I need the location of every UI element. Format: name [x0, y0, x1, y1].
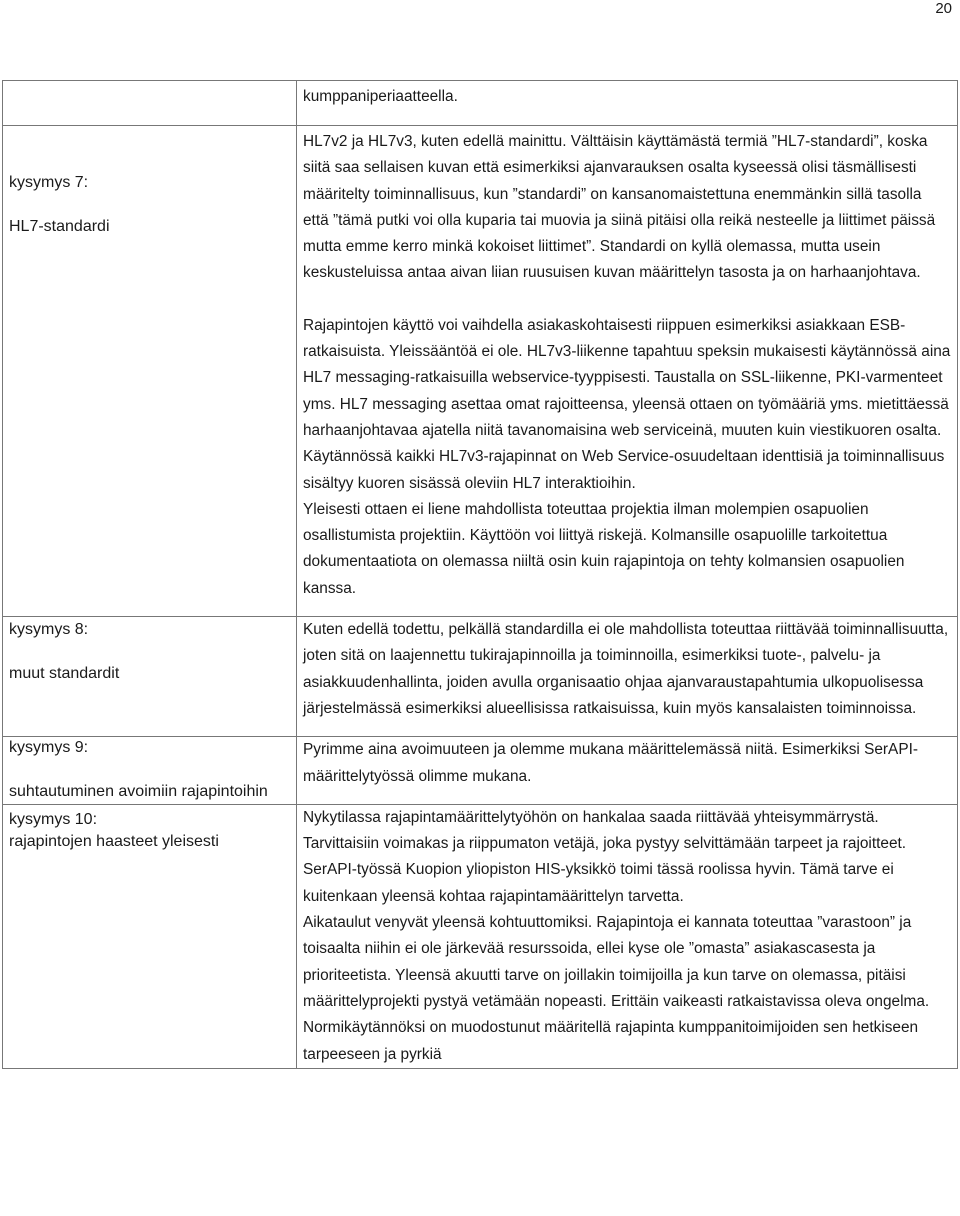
answer-paragraph: Aikataulut venyvät yleensä kohtuuttomiksi. Rajapintoja ei kannata toteuttaa ”varastoon” ja toisaalta niihin ei ole järkevää resurssoida, ellei kyse ole ”omasta” asiakascasesta ja prioriteetista. Yleensä akuutti tarve on joillakin toimijoilla ja kun tarve on olemassa, pitäisi määrittelyprojekti pystyä vetämään nopeasti. Erittäin vaikeasti ratkaistavissa oleva ongelma. Normikäytännöksi on muodostunut määritellä rajapinta kumppanitoimijoiden sen hetkiseen tarpeeseen ja pyrkiä: [303, 914, 930, 1063]
question-cell: [3, 617, 297, 737]
question-topic: suhtautuminen avoimiin rajapintoihin: [9, 783, 268, 801]
questionnaire-table: [2, 80, 958, 1069]
question-cell: [3, 737, 297, 805]
answer-cell: [297, 81, 958, 126]
question-topic: muut standardit: [9, 665, 120, 683]
question-cell: [3, 126, 297, 617]
answer-paragraph: HL7v2 ja HL7v3, kuten edellä mainittu. Välttäisin käyttämästä termiä ”HL7-standardi”, koska siitä saa sellaisen kuvan että esimerkiksi ajanvarauksen osalta kyseessä olisi täsmällisesti määritelty toiminnallisuus, kun ”standardi” on kansanomaistettuna enemmänkin sillä tasolla että ”tämä putki voi olla kuparia tai muovia ja siinä pitäisi olla reikä nesteelle ja liittimet päissä mutta emme kerro minkä kokoiset liittimet”. Standardi on kyllä olemassa, mutta usein keskusteluissa antaa aivan liian ruusuisen kuvan määrittelyn tasosta ja on harhaanjohtava.: [303, 133, 936, 282]
table-row: [3, 617, 958, 737]
answer-paragraph: Yleisesti ottaen ei liene mahdollista toteuttaa projektia ilman molempien osapuolien osallistumista projektiin. Käyttöön voi liittyä riskejä. Kolmansille osapuolille tarkoitettua dokumentaatiota on olemassa niiltä osin kuin rajapintoja on tehty kolmansien osapuolien kanssa.: [303, 500, 905, 597]
answer-paragraph: Kuten edellä todettu, pelkällä standardilla ei ole mahdollista toteuttaa riittävää toiminnallisuutta, joten sitä on laajennettu tukirajapinnoilla ja toiminnoilla, esimerkiksi tuote-, palvelu- ja asiakkuudenhallinta, joiden avulla organisaatio ohjaa ajanvaraustapahtumia ulkopuolisessa järjestelmässä esimerkiksi alueellisissa ratkaisuissa, kuin myös kansalaisten toiminnoissa.: [303, 621, 949, 717]
answer-cell: [297, 804, 958, 1068]
answer-paragraph: Pyrimme aina avoimuuteen ja olemme mukana määrittelemässä niitä. Esimerkiksi SerAPI-määrittelytyössä olimme mukana.: [303, 741, 918, 785]
question-cell: [3, 804, 297, 1068]
table-row: [3, 804, 958, 1068]
question-number: kysymys 9:: [9, 739, 89, 757]
answer-paragraph: kumppaniperiaatteella.: [303, 88, 458, 105]
question-cell: [3, 81, 297, 126]
question-number: kysymys 8:: [9, 621, 89, 639]
question-number: kysymys 7:: [9, 174, 89, 191]
answer-paragraph: Rajapintojen käyttö voi vaihdella asiakaskohtaisesti riippuen esimerkiksi asiakkaan ESB-ratkaisuista. Yleissääntöä ei ole. HL7v3-liikenne tapahtuu speksin mukaisesti käytännössä aina HL7 messaging-ratkaisuilla webservice-tyyppisesti. Taustalla on SSL-liikenne, PKI-varmenteet yms. HL7 messaging asettaa omat rajoitteensa, yleensä ottaen on työmääriä yms. mietittäessä harhaanjohtavaa ajatella niitä tavanomaisina web serviceinä, muuten kuin viestikuoren osalta. Käytännössä kaikki HL7v3-rajapinnat on Web Service-osuudeltaan identtisiä ja toiminnallisuus sisältyy kuoren sisässä oleviin HL7 interaktioihin.: [303, 316, 951, 492]
answer-cell: [297, 126, 958, 617]
page-number: 20: [935, 0, 952, 17]
table-row: [3, 81, 958, 126]
table-row: [3, 737, 958, 805]
question-topic: HL7-standardi: [9, 218, 110, 235]
table-row: [3, 126, 958, 617]
answer-paragraph: Nykytilassa rajapintamäärittelytyöhön on hankalaa saada riittävää yhteisymmärrystä. Tarvittaisiin voimakas ja riippumaton vetäjä, joka pystyy selvittämään tarpeet ja rajoitteet. SerAPI-työssä Kuopion yliopiston HIS-yksikkö toimi tässä roolissa hyvin. Tämä tarve ei kuitenkaan yleensä kohtaa rajapintamäärittelyn tarvetta.: [303, 808, 907, 905]
answer-cell: [297, 617, 958, 737]
answer-cell: [297, 737, 958, 805]
question-number: kysymys 10:: [9, 810, 98, 828]
question-topic: rajapintojen haasteet yleisesti: [9, 832, 219, 850]
